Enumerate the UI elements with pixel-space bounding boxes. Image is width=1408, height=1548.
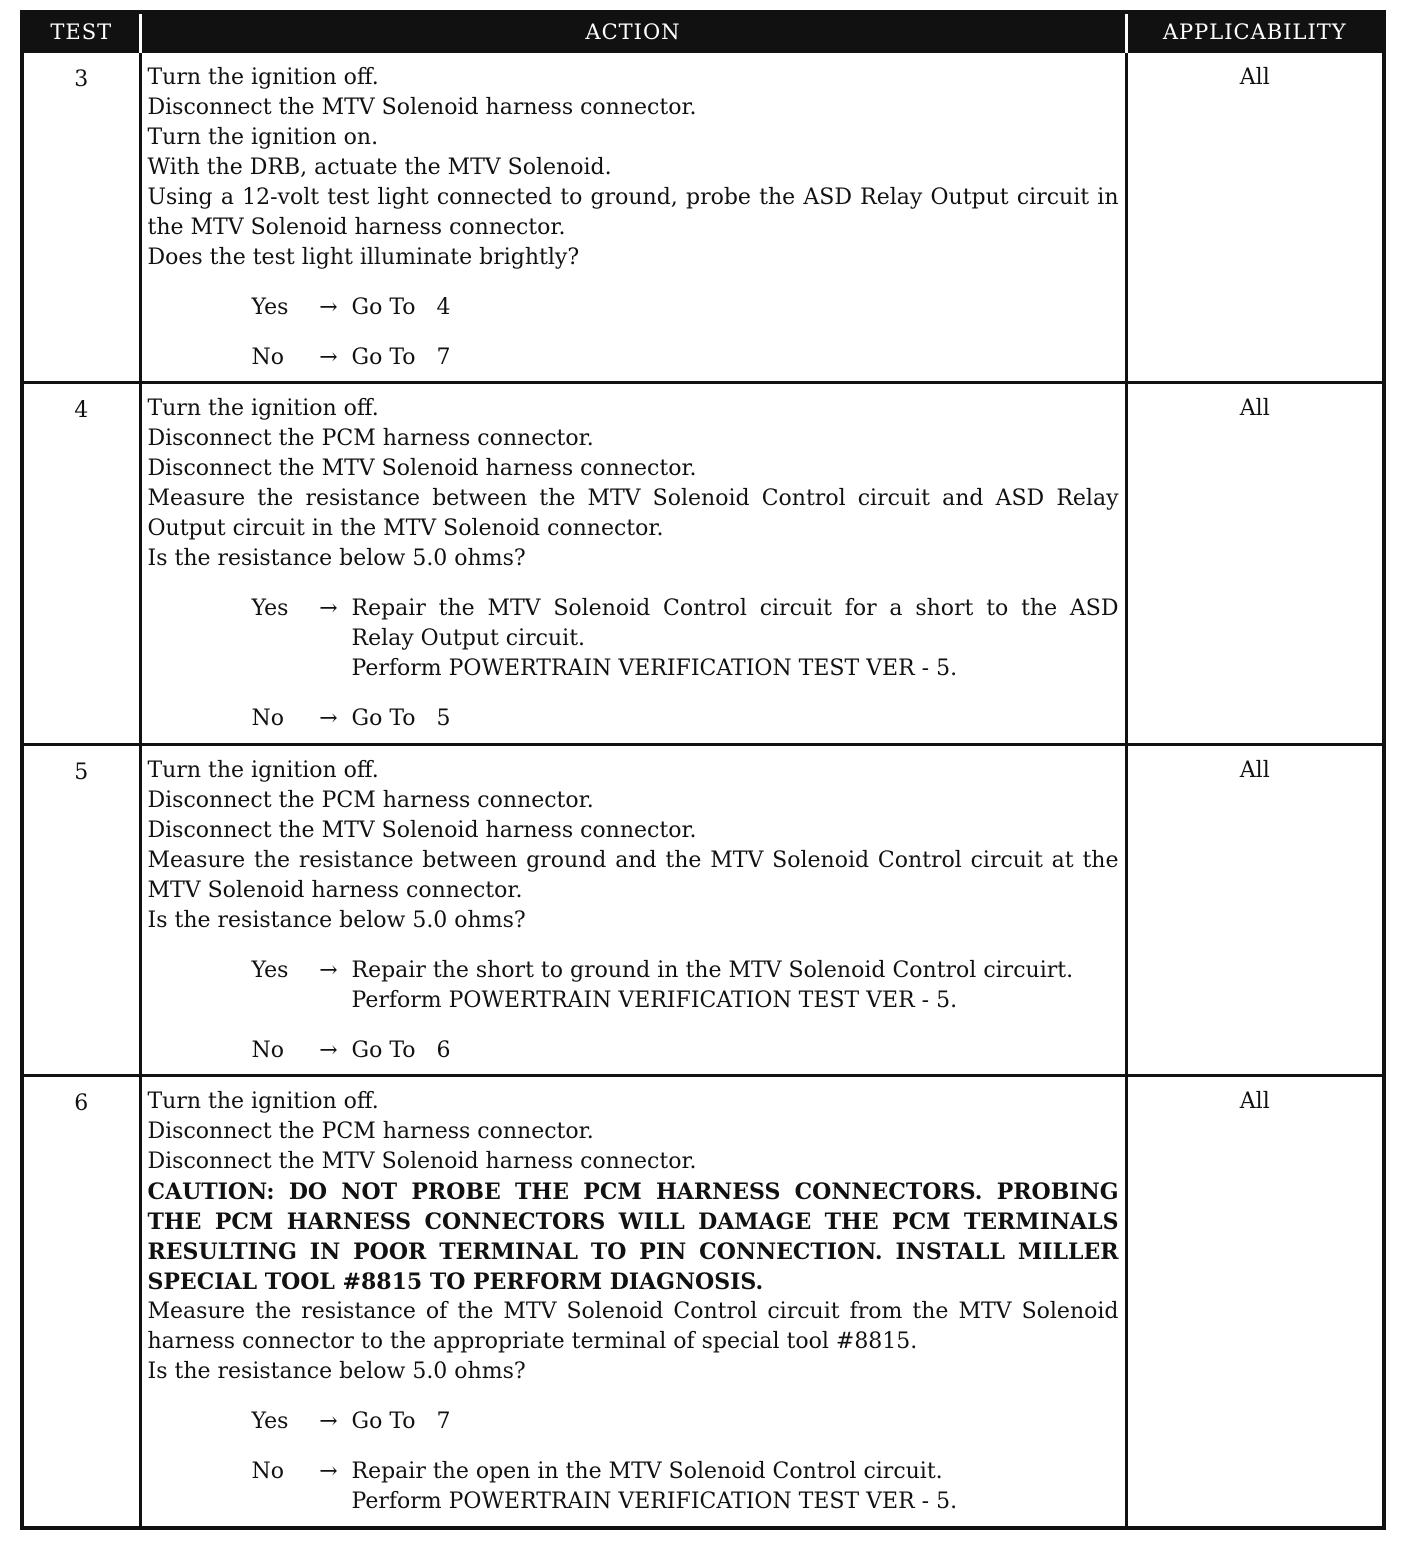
yes-result bbox=[148, 293, 1119, 323]
yes-outcome bbox=[352, 293, 1119, 323]
action-question: Does the test light illuminate brightly? bbox=[147, 245, 580, 270]
action-step: Disconnect the PCM harness connector. bbox=[147, 426, 594, 451]
no-result bbox=[148, 1036, 1119, 1066]
action-step: Disconnect the MTV Solenoid harness connector. bbox=[147, 456, 697, 481]
action-step: Disconnect the PCM harness connector. bbox=[147, 788, 594, 813]
test-row-3 bbox=[22, 52, 1384, 383]
arrow-icon: → bbox=[319, 596, 338, 621]
test-number: 6 bbox=[22, 1076, 140, 1528]
action-step: Disconnect the MTV Solenoid harness connector. bbox=[147, 1149, 697, 1174]
yes-result bbox=[148, 1407, 1119, 1437]
arrow-icon: → bbox=[319, 345, 338, 370]
action-step: Disconnect the PCM harness connector. bbox=[147, 1119, 594, 1144]
action-question: Is the resistance below 5.0 ohms? bbox=[147, 908, 526, 933]
outcome-line: Go To 7 bbox=[351, 345, 451, 370]
outcome-line: Repair the MTV Solenoid Control circuit for a short to the ASD Relay Output circuit. bbox=[351, 596, 1119, 651]
yes-label: Yes bbox=[251, 295, 289, 320]
action-cell bbox=[140, 1076, 1126, 1528]
action-cell bbox=[140, 383, 1126, 745]
action-step: Turn the ignition off. bbox=[147, 1089, 379, 1114]
arrow-icon: → bbox=[319, 295, 338, 320]
test-number: 4 bbox=[22, 383, 140, 745]
action-step: Measure the resistance between the MTV Solenoid Control circuit and ASD Relay Output circuit in the MTV Solenoid connector. bbox=[147, 486, 1119, 541]
action-cell bbox=[140, 52, 1126, 383]
action-step: Turn the ignition off. bbox=[147, 396, 379, 421]
no-outcome bbox=[352, 704, 1119, 734]
test-row-4 bbox=[22, 383, 1384, 745]
action-step: Measure the resistance of the MTV Solenoid Control circuit from the MTV Solenoid harness connector to the appropriate terminal of special tool #8815. bbox=[147, 1299, 1119, 1354]
test-number: 3 bbox=[22, 52, 140, 383]
arrow-icon: → bbox=[319, 706, 338, 731]
action-step: Turn the ignition off. bbox=[147, 65, 379, 90]
yes-outcome bbox=[352, 594, 1119, 684]
outcome-line: Go To 7 bbox=[351, 1409, 451, 1434]
outcome-line: Perform POWERTRAIN VERIFICATION TEST VER - 5. bbox=[351, 988, 958, 1013]
outcome-line: Go To 5 bbox=[351, 706, 451, 731]
action-question: Is the resistance below 5.0 ohms? bbox=[147, 1359, 526, 1384]
applicability-cell: All bbox=[1126, 745, 1384, 1076]
outcome-line: Perform POWERTRAIN VERIFICATION TEST VER - 5. bbox=[351, 1489, 958, 1514]
action-step: Turn the ignition off. bbox=[147, 758, 379, 783]
outcome-line: Repair the open in the MTV Solenoid Control circuit. bbox=[351, 1459, 943, 1484]
no-label: No bbox=[251, 345, 284, 370]
yes-label: Yes bbox=[251, 958, 289, 983]
outcome-line: Go To 6 bbox=[351, 1038, 451, 1063]
no-label: No bbox=[251, 706, 284, 731]
action-step: Turn the ignition on. bbox=[147, 125, 379, 150]
outcome-line: Go To 4 bbox=[351, 295, 451, 320]
outcome-line: Repair the short to ground in the MTV Solenoid Control circuirt. bbox=[351, 958, 1074, 983]
arrow-icon: → bbox=[319, 958, 338, 983]
applicability-cell: All bbox=[1126, 383, 1384, 745]
outcome-line: Perform POWERTRAIN VERIFICATION TEST VER - 5. bbox=[351, 656, 958, 681]
diagnostic-table bbox=[20, 10, 1386, 1530]
no-label: No bbox=[251, 1459, 284, 1484]
yes-result bbox=[148, 956, 1119, 1016]
yes-label: Yes bbox=[251, 596, 289, 621]
yes-result bbox=[148, 594, 1119, 684]
header-applicability: APPLICABILITY bbox=[1126, 12, 1384, 52]
header-action: ACTION bbox=[140, 12, 1126, 52]
action-step: Measure the resistance between ground and the MTV Solenoid Control circuit at the MTV Solenoid harness connector. bbox=[147, 848, 1119, 903]
action-step: Using a 12-volt test light connected to ground, probe the ASD Relay Output circuit in the MTV Solenoid harness connector. bbox=[147, 185, 1119, 240]
test-number: 5 bbox=[22, 745, 140, 1076]
action-step: Disconnect the MTV Solenoid harness connector. bbox=[147, 95, 697, 120]
arrow-icon: → bbox=[319, 1459, 338, 1484]
arrow-icon: → bbox=[319, 1409, 338, 1434]
test-row-6 bbox=[22, 1076, 1384, 1528]
caution-warning: CAUTION: DO NOT PROBE THE PCM HARNESS CONNECTORS. PROBING THE PCM HARNESS CONNECTORS WILL DAMAGE THE PCM TERMINALS RESULTING IN POOR TERMINAL TO PIN CONNECTION. INSTALL MILLER SPECIAL TOOL #8815 TO PERFORM DIAGNOSIS. bbox=[147, 1179, 1119, 1295]
no-result bbox=[148, 704, 1119, 734]
action-question: Is the resistance below 5.0 ohms? bbox=[147, 546, 526, 571]
no-result bbox=[148, 343, 1119, 373]
action-step: Disconnect the MTV Solenoid harness connector. bbox=[147, 818, 697, 843]
yes-label: Yes bbox=[251, 1409, 289, 1434]
no-outcome bbox=[352, 343, 1119, 373]
action-step: With the DRB, actuate the MTV Solenoid. bbox=[147, 155, 612, 180]
arrow-icon: → bbox=[319, 1038, 338, 1063]
yes-outcome bbox=[352, 956, 1119, 1016]
no-result bbox=[148, 1457, 1119, 1517]
action-cell bbox=[140, 745, 1126, 1076]
header-test: TEST bbox=[22, 12, 140, 52]
no-outcome bbox=[352, 1457, 1119, 1517]
no-label: No bbox=[251, 1038, 284, 1063]
yes-outcome bbox=[352, 1407, 1119, 1437]
test-row-5 bbox=[22, 745, 1384, 1076]
header-row bbox=[22, 12, 1384, 52]
applicability-cell: All bbox=[1126, 1076, 1384, 1528]
no-outcome bbox=[352, 1036, 1119, 1066]
applicability-cell: All bbox=[1126, 52, 1384, 383]
